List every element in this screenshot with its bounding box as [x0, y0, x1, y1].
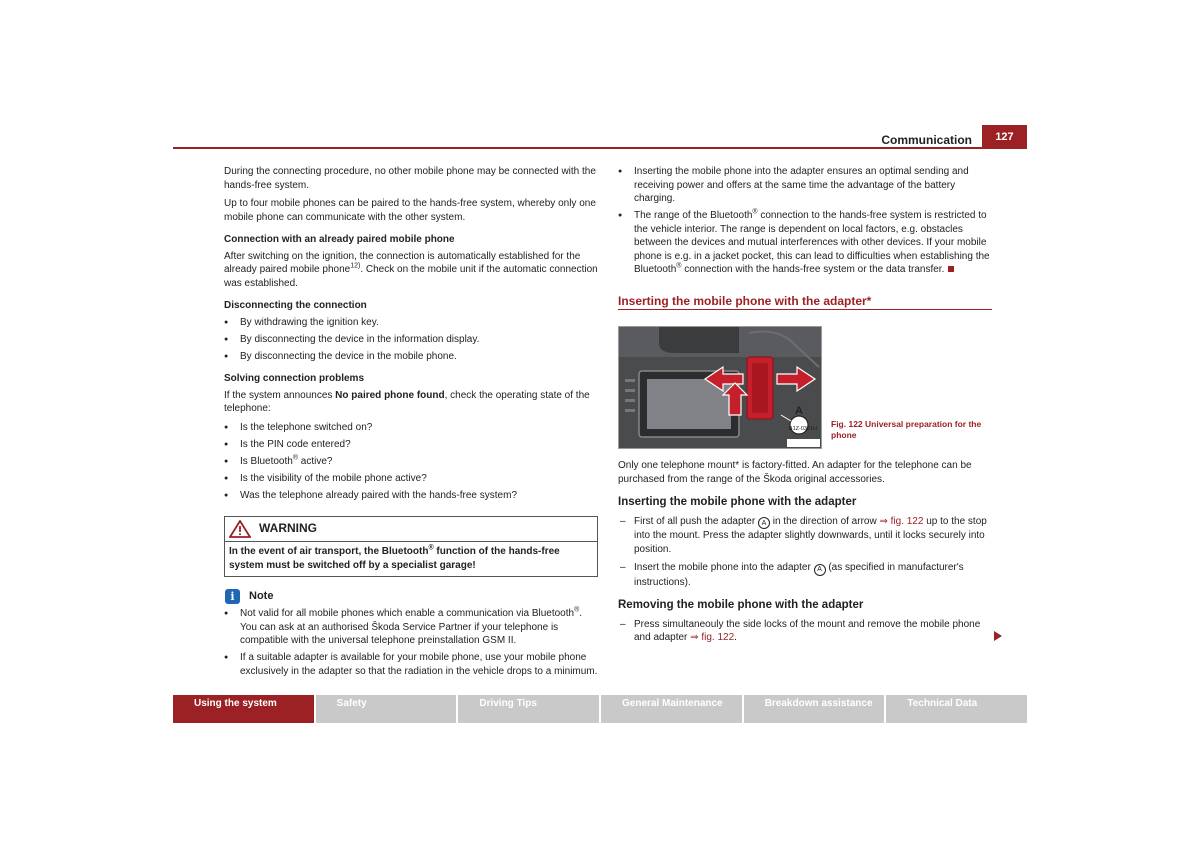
page-number: 127 — [982, 125, 1027, 149]
tab-technical-data[interactable]: Technical Data — [886, 695, 1027, 723]
list-item: ● Is Bluetooth® active? — [224, 455, 598, 469]
left-column — [224, 165, 598, 682]
list-item: ● By disconnecting the device in the mobile phone. — [224, 350, 598, 364]
list-item: ● The range of the Bluetooth® connection to the hands-free system is restricted to the vehicle interior. The range is dependent on local factors, e.g. obstacles between the devices and mutual interferences with other devices. If your mobile phone is e.g. in a jacket pocket, this can lead to difficulties when establishing the Bluetooth® connection with the hands-free system or the data transfer. — [618, 209, 992, 277]
paragraph: Up to four mobile phones can be paired to the hands-free system, whereby only one mobile phone can communicate with the other system. — [224, 198, 596, 223]
list-item: ● By withdrawing the ignition key. — [224, 316, 598, 330]
subheading-connection: Connection with an already paired mobile phone — [224, 234, 455, 245]
tab-general-maintenance[interactable]: General Maintenance — [601, 695, 742, 723]
list-item: ● Not valid for all mobile phones which enable a communication via Bluetooth®. You can ask at an authorised Škoda Service Partner if your telephone is compatible with the universal telephone preinstallation GSM II. — [224, 607, 598, 648]
list-item: ● Is the visibility of the mobile phone active? — [224, 472, 598, 486]
list-item: – Insert the mobile phone into the adapter A (as specified in manufacturer's instructions). — [618, 561, 992, 589]
subheading-disconnecting: Disconnecting the connection — [224, 300, 367, 311]
paragraph: Only one telephone mount* is factory-fitted. An adapter for the telephone can be purchased from the range of the Škoda original accessories. — [618, 460, 972, 485]
remove-steps — [618, 618, 992, 645]
paragraph: After switching on the ignition, the connection is automatically established for the already paired mobile phone$^{12)}$. Check on the mobile unit if the automatic connection was established. — [224, 250, 598, 289]
tab-using-the-system[interactable]: Using the system — [173, 695, 314, 723]
subheading-problems: Solving connection problems — [224, 373, 365, 384]
list-item: ● Is the PIN code entered? — [224, 438, 598, 452]
warning-triangle-icon — [229, 520, 251, 538]
right-column — [618, 165, 992, 650]
list-item: ● Is the telephone switched on? — [224, 421, 598, 435]
disconnect-list — [224, 316, 598, 364]
note-title: Note — [249, 589, 274, 602]
next-page-arrow-icon[interactable] — [994, 631, 1002, 641]
problems-list — [224, 421, 598, 503]
note-header — [224, 589, 598, 604]
list-item: ● Was the telephone already paired with the hands-free system? — [224, 489, 598, 503]
warning-title: WARNING — [259, 521, 317, 536]
subheading-remove: Removing the mobile phone with the adapter — [618, 599, 864, 611]
callout-a-icon: A — [758, 517, 770, 529]
tab-safety[interactable]: Safety — [316, 695, 457, 723]
info-icon: i — [225, 589, 240, 604]
warning-header — [225, 517, 597, 542]
section-heading: Inserting the mobile phone with the adapter* — [618, 295, 992, 311]
header-divider — [173, 147, 1027, 149]
paragraph: During the connecting procedure, no other mobile phone may be connected with the hands-free system. — [224, 166, 596, 191]
figure-caption: Fig. 122 Universal preparation for the phone — [831, 419, 982, 440]
subheading-insert: Inserting the mobile phone with the adapter — [618, 496, 857, 508]
note-list — [224, 607, 598, 678]
list-item: ● If a suitable adapter is available for your mobile phone, use your mobile phone exclusively in the adapter so that the radiation in the vehicle drops to a minimum. — [224, 651, 598, 678]
list-item: – Press simultaneouly the side locks of the mount and remove the mobile phone and adapter ⇒ fig. 122. — [618, 618, 992, 645]
figure-callout-label: A — [795, 405, 803, 417]
end-marker-icon — [948, 266, 954, 272]
info-list — [618, 165, 992, 277]
list-item: – First of all push the adapter A in the direction of arrow ⇒ fig. 122 up to the stop into the mount. Press the adapter slightly downwards, until it locks securely into position. — [618, 515, 992, 557]
section-title-header: Communication — [881, 133, 972, 147]
figure-link[interactable]: ⇒ fig. 122 — [879, 515, 924, 527]
paragraph: If the system announces No paired phone found, check the operating state of the telephone: — [224, 389, 590, 414]
warning-box — [224, 516, 598, 577]
footer-nav — [173, 695, 1027, 723]
warning-text: In the event of air transport, the Bluetooth® function of the hands-free system must be switched off by a specialist garage! — [229, 544, 560, 571]
figure-code-label: B1Z-0321H — [788, 426, 818, 432]
callout-a-icon: A — [814, 564, 826, 576]
tab-driving-tips[interactable]: Driving Tips — [458, 695, 599, 723]
insert-steps — [618, 515, 992, 590]
list-item: ● By disconnecting the device in the information display. — [224, 333, 598, 347]
tab-breakdown-assistance[interactable]: Breakdown assistance — [744, 695, 885, 723]
list-item: ● Inserting the mobile phone into the adapter ensures an optimal sending and receiving power and offers at the same time the advantage of the battery charging. — [618, 165, 992, 206]
figure-link[interactable]: ⇒ fig. 122 — [690, 632, 735, 643]
